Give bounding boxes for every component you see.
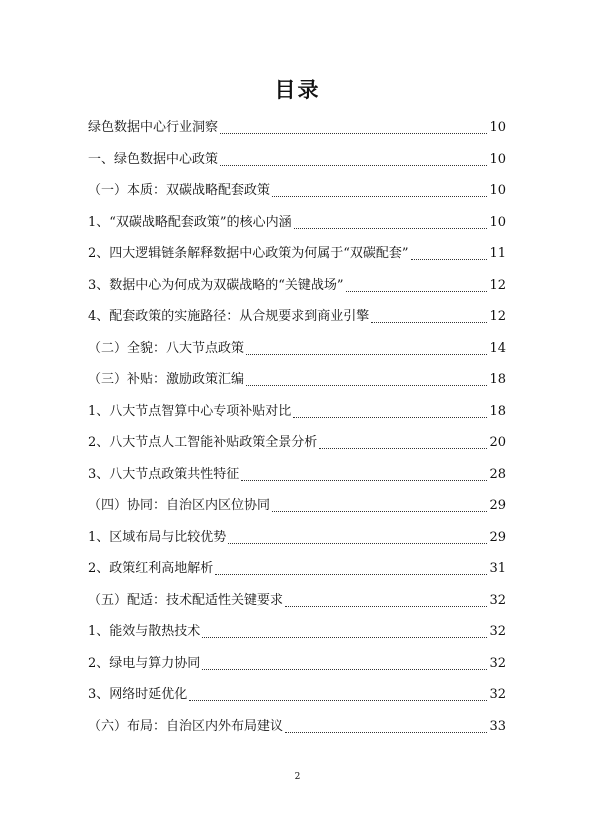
toc-entry[interactable] [88,213,506,233]
toc-entry-label: 2、八大节点人工智能补贴政策全景分析 [88,435,318,450]
toc-entry-label: （六）布局：自治区内外布局建议 [88,718,284,734]
toc-entry-page: 31 [489,561,506,576]
toc-leader-dots [220,133,487,134]
toc-entry[interactable] [88,244,506,264]
toc-entry-label: 1、八大节点智算中心专项补贴对比 [88,403,292,419]
toc-entry-label: 一、绿色数据中心政策 [88,151,219,167]
toc-entry-page: 29 [489,529,506,545]
toc-entry-page: 28 [489,466,506,482]
toc-leader-dots [285,606,487,607]
toc-entry-label: 2、政策红利高地解析 [88,561,214,576]
toc-entry[interactable] [88,150,506,170]
toc-entry-page: 32 [489,655,506,671]
toc-entry[interactable] [88,433,506,453]
toc-entry-page: 18 [489,372,506,387]
toc-entry[interactable] [88,181,506,201]
toc-entry-label: 3、数据中心为何成为双碳战略的“关键战场” [88,277,344,293]
toc-entry-page: 29 [489,498,506,513]
toc-entry-label: 3、八大节点政策共性特征 [88,466,240,482]
toc-entry-label: 1、能效与散热技术 [88,624,201,639]
toc-entry-label: （二）全貌：八大节点政策 [88,340,245,356]
toc-entry-label: 3、网络时延优化 [88,687,188,702]
toc-leader-dots [215,574,487,575]
toc-entry-page: 12 [489,277,506,293]
toc-leader-dots [346,291,488,292]
toc-leader-dots [246,354,487,355]
toc-entry[interactable] [88,118,506,138]
toc-entry[interactable] [88,654,506,674]
toc-leader-dots [220,165,487,166]
toc-entry-page: 18 [489,403,506,419]
toc-leader-dots [202,669,487,670]
toc-leader-dots [272,511,487,512]
toc-entry-page: 10 [489,214,506,230]
toc-leader-dots [319,448,487,449]
toc-entry-page: 14 [489,340,506,356]
toc-entry-label: （一）本质：双碳战略配套政策 [88,183,271,198]
toc-leader-dots [285,732,487,733]
toc-entry-page: 10 [489,120,506,135]
toc-leader-dots [272,196,487,197]
toc-leader-dots [293,417,487,418]
toc-entry[interactable] [88,622,506,642]
toc-entry[interactable] [88,402,506,422]
toc-entry-page: 32 [489,624,506,639]
toc-entry-page: 10 [489,183,506,198]
toc-leader-dots [411,259,488,260]
toc-entry-page: 12 [489,309,506,324]
toc-entry[interactable] [88,685,506,705]
toc-leader-dots [246,385,487,386]
page-number: 2 [294,772,301,782]
toc-entry[interactable] [88,307,506,327]
toc-entry-label: 1、“双碳战略配套政策”的核心内涵 [88,214,292,230]
toc-leader-dots [189,700,487,701]
toc-entry[interactable] [88,370,506,390]
toc-entry-page: 32 [489,687,506,702]
toc-leader-dots [228,543,487,544]
toc-entry-page: 32 [489,592,506,608]
toc-entry[interactable] [88,528,506,548]
toc-entry-label: 2、四大逻辑链条解释数据中心政策为何属于“双碳配套” [88,246,409,261]
toc-entry-label: 4、配套政策的实施路径：从合规要求到商业引擎 [88,309,370,324]
toc-leader-dots [241,480,487,481]
toc-leader-dots [202,637,487,638]
toc-entry-label: 绿色数据中心行业洞察 [88,120,219,135]
toc-entry[interactable] [88,465,506,485]
toc-entry-label: 1、区域布局与比较优势 [88,529,227,545]
toc-entry-page: 10 [489,151,506,167]
toc-entry[interactable] [88,717,506,737]
toc-entry-label: （五）配适：技术配适性关键要求 [88,592,284,608]
page-title: 目录 [274,78,321,102]
toc-entry-page: 33 [489,718,506,734]
toc-entry-label: 2、绿电与算力协同 [88,655,201,671]
toc-entry[interactable] [88,276,506,296]
toc-entry[interactable] [88,591,506,611]
toc-entry-label: （三）补贴：激励政策汇编 [88,372,245,387]
toc-entry[interactable] [88,559,506,579]
toc-entry-label: （四）协同：自治区内区位协同 [88,498,271,513]
toc-entry[interactable] [88,496,506,516]
toc-entry-page: 20 [489,435,506,450]
toc-entry-page: 11 [489,246,506,261]
toc-leader-dots [371,322,487,323]
toc-leader-dots [294,228,488,229]
toc-entry[interactable] [88,339,506,359]
